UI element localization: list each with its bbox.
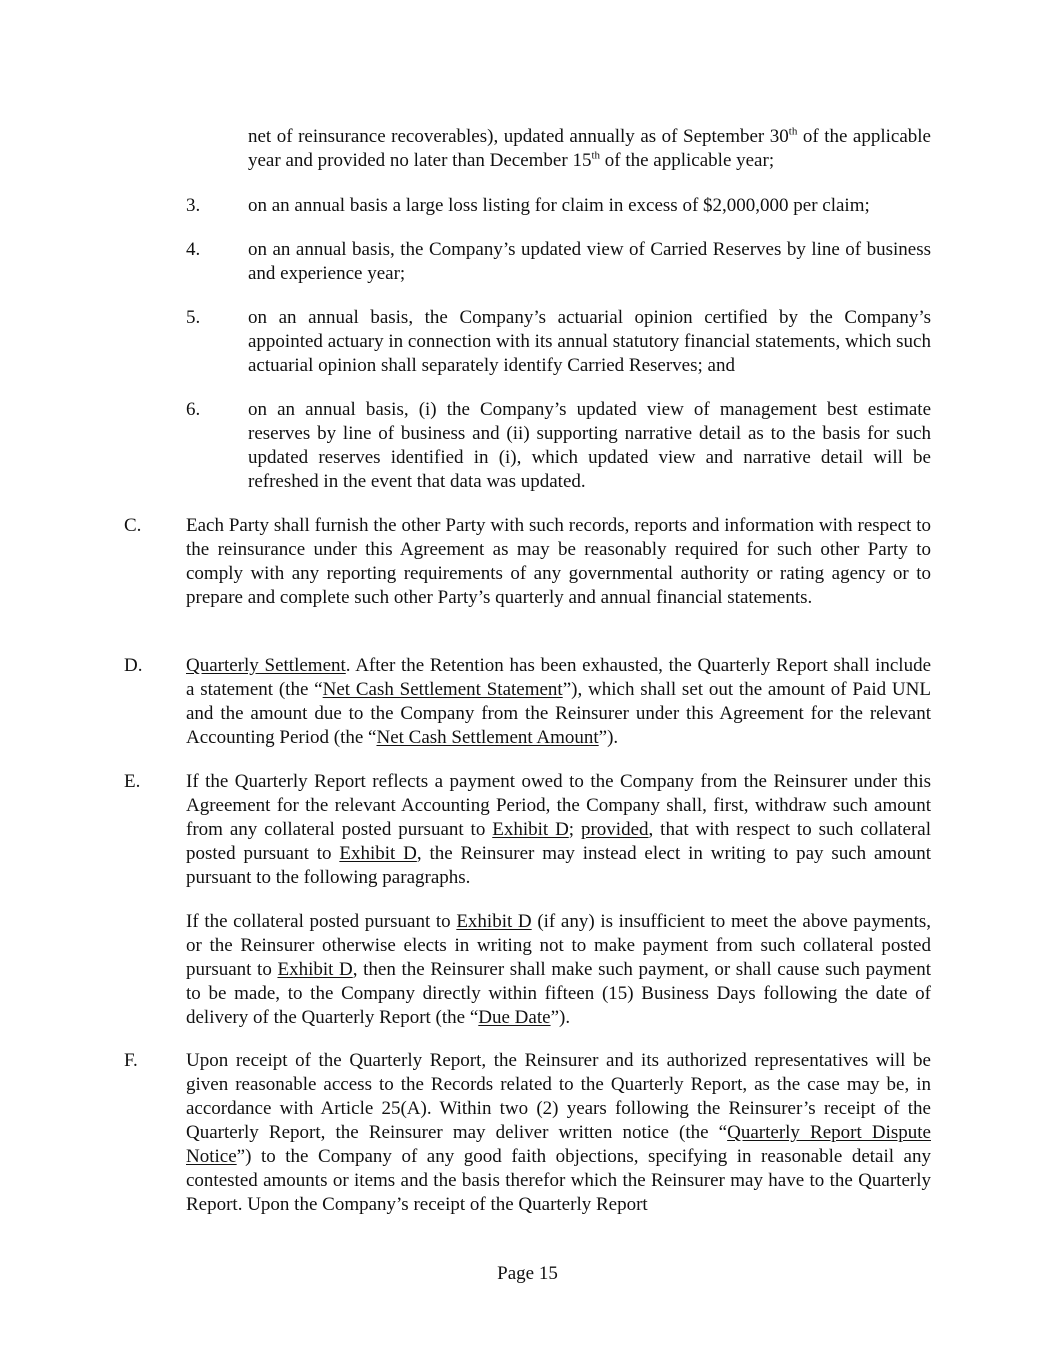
section-d-label: D. [124,655,143,676]
item-text: on an annual basis, the Company’s updated view of Carried Reserves by line of business and experience year; [248,239,931,284]
item-text: on an annual basis, the Company’s actuarial opinion certified by the Company’s appointed actuary in connection with its annual statutory financial statements, which such actuarial opinion shall separately identify Carried Reserves; and [248,307,931,376]
section-f-label: F. [124,1050,138,1071]
section-d-text [186,654,931,750]
section-d-heading: Quarterly Settlement [186,655,346,676]
superscript: th [591,149,601,162]
continued-text-part: of the applicable year and provided no later than December 15 [248,126,931,171]
section-d-text-part: . After the Retention has been exhausted, the Quarterly Report shall include a statement (the “ [186,655,931,700]
provided-term: provided [580,819,649,840]
item-number: 4. [186,239,201,260]
section-e-text-part: If the Quarterly Report reflects a payment owed to the Company from the Reinsurer under this Agreement for the relevant Accounting Period, the Company shall, first, withdraw such amount from any collateral posted pursuant to [186,771,931,840]
exhibit-reference: Exhibit D [492,819,569,840]
page-number: Page 15 [497,1263,558,1284]
defined-term: Quarterly Report Dispute Notice [186,1122,931,1167]
defined-term: Due Date [478,1007,551,1028]
section-e-text-part: ; [568,819,581,840]
continued-text-part: net of reinsurance recoverables), updated annually as of September 30 [248,126,789,147]
item-text: on an annual basis, (i) the Company’s updated view of management best estimate reserves by line of business and (ii) supporting narrative detail as to the basis for such updated reserves identified in (i), which updated view and narrative detail will be refreshed in the event that data was updated. [248,399,931,492]
section-e-text-part: , then the Reinsurer shall make such payment, or shall cause such payment to be made, to the Company directly within fifteen (15) Business Days following the date of delivery of the Quarterly Report (the “ [186,959,931,1028]
section-d-text-part: ”), which shall set out the amount of Paid UNL and the amount due to the Company from the Reinsurer under this Agreement for the relevant Accounting Period (the “ [186,679,931,748]
continued-item-text [248,125,931,173]
item-number: 6. [186,399,201,420]
section-e-text-part: ”). [550,1007,571,1028]
exhibit-reference: Exhibit D [277,959,353,980]
section-d-text-part: ”). [598,727,619,748]
section-e-text-part: If the collateral posted pursuant to [186,911,457,932]
section-f-text-part: ”) to the Company of any good faith objections, specifying in reasonable detail any contested amounts or items and the basis therefor which the Reinsurer may have to the Quarterly Report. Upon the Company’s receipt of the Quarterly Report [186,1146,931,1215]
section-e-text-part: , the Reinsurer may instead elect in writing to pay such amount pursuant to the following paragraphs. [186,843,931,888]
section-e-text-part: , that with respect to such collateral posted pursuant to [186,819,932,864]
item-number: 5. [186,307,201,328]
exhibit-reference: Exhibit D [456,911,532,932]
section-f-text-part: Upon receipt of the Quarterly Report, the Reinsurer and its authorized representatives will be given reasonable access to the Records related to the Quarterly Report, as the case may be, in accordance with Article 25(A). Within two (2) years following the Reinsurer’s receipt of the Quarterly Report, the Reinsurer may deliver written notice (the “ [186,1050,931,1143]
section-f-text [186,1049,931,1217]
section-e-label: E. [124,771,141,792]
section-e-paragraph-1 [186,770,931,890]
item-text: on an annual basis a large loss listing for claim in excess of $2,000,000 per claim; [248,195,870,216]
exhibit-reference: Exhibit D [339,843,417,864]
continued-text-part: of the applicable year; [600,150,775,171]
section-c-text: Each Party shall furnish the other Party with such records, reports and information with respect to the reinsurance under this Agreement as may be reasonably required for such other Party to comply with any reporting requirements of any governmental authority or rating agency or to prepare and complete such other Party’s quarterly and annual financial statements. [186,515,931,608]
section-c-label: C. [124,515,142,536]
superscript: th [788,125,798,138]
defined-term: Net Cash Settlement Amount [376,727,599,748]
section-e-text-part: (if any) is insufficient to meet the above payments, or the Reinsurer otherwise elects in writing not to make payment from such collateral posted pursuant to [186,911,931,980]
item-number: 3. [186,195,201,216]
defined-term: Net Cash Settlement Statement [322,679,563,700]
section-e-paragraph-2 [186,910,931,1030]
